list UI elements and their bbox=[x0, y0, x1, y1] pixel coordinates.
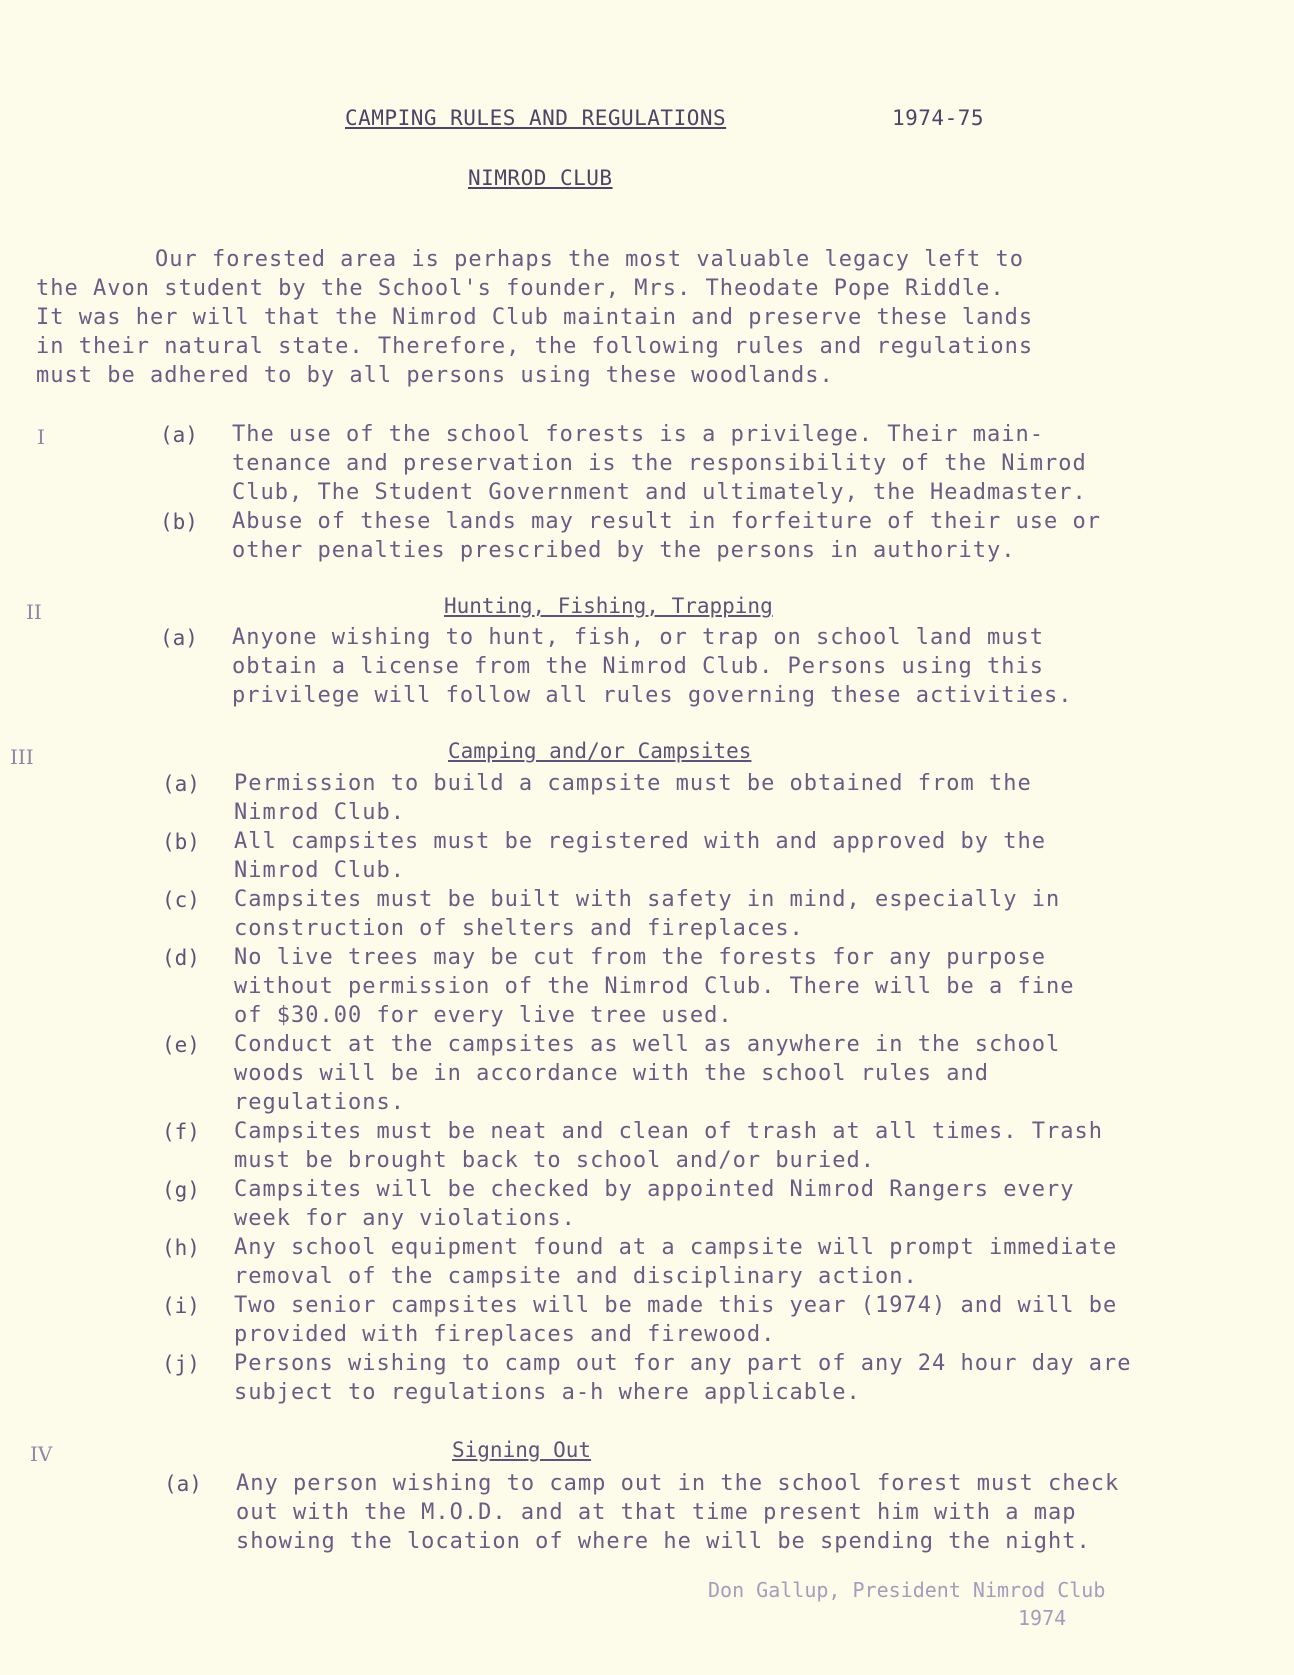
rule-line: Club, The Student Government and ultimately, the Headmaster. bbox=[232, 480, 1087, 505]
intro-line: Our forested area is perhaps the most valuable legacy left to bbox=[155, 247, 1024, 272]
rule-line: out with the M.O.D. and at that time present him with a map bbox=[236, 1500, 1077, 1525]
rule-line: All campsites must be registered with and approved by the bbox=[234, 829, 1046, 854]
item-label: (f) bbox=[162, 1120, 200, 1144]
rule-line: construction of shelters and fireplaces. bbox=[234, 916, 804, 941]
document-title: CAMPING RULES AND REGULATIONS bbox=[345, 106, 727, 130]
rule-line: Persons wishing to camp out for any part of any 24 hour day are bbox=[234, 1351, 1132, 1376]
item-label: (c) bbox=[162, 888, 200, 912]
intro-line: the Avon student by the School's founder, Mrs. Theodate Pope Riddle. bbox=[36, 276, 1005, 301]
document-subtitle: NIMROD CLUB bbox=[468, 166, 613, 190]
intro-line: in their natural state. Therefore, the following rules and regulations bbox=[36, 334, 1034, 359]
section-number: III bbox=[10, 745, 34, 769]
section-number: II bbox=[26, 600, 42, 624]
rule-line: obtain a license from the Nimrod Club. Persons using this bbox=[232, 654, 1044, 679]
rule-line: must be brought back to school and/or buried. bbox=[234, 1148, 876, 1173]
rule-line: Permission to build a campsite must be obtained from the bbox=[234, 771, 1032, 796]
rule-line: other penalties prescribed by the persons in authority. bbox=[232, 538, 1016, 563]
item-label: (a) bbox=[160, 423, 198, 447]
item-label: (b) bbox=[160, 510, 198, 534]
intro-line: It was her will that the Nimrod Club maintain and preserve these lands bbox=[36, 305, 1034, 330]
rule-line: of $30.00 for every live tree used. bbox=[234, 1003, 733, 1028]
rule-line: Any school equipment found at a campsite will prompt immediate bbox=[234, 1235, 1118, 1260]
rule-line: subject to regulations a-h where applicable. bbox=[234, 1380, 861, 1405]
rule-line: Campsites must be built with safety in mind, especially in bbox=[234, 887, 1061, 912]
item-label: (a) bbox=[164, 1472, 202, 1496]
rule-line: regulations. bbox=[234, 1090, 405, 1115]
rule-line: No live trees may be cut from the forests for any purpose bbox=[234, 945, 1046, 970]
section-number: IV bbox=[30, 1442, 53, 1466]
rule-line: Any person wishing to camp out in the school forest must check bbox=[236, 1471, 1120, 1496]
item-label: (a) bbox=[162, 772, 200, 796]
item-label: (b) bbox=[162, 830, 200, 854]
rule-line: provided with fireplaces and firewood. bbox=[234, 1322, 776, 1347]
item-label: (a) bbox=[160, 626, 198, 650]
rule-line: tenance and preservation is the responsibility of the Nimrod bbox=[232, 451, 1087, 476]
item-label: (g) bbox=[162, 1178, 200, 1202]
item-label: (h) bbox=[162, 1236, 200, 1260]
rule-line: Conduct at the campsites as well as anywhere in the school bbox=[234, 1032, 1061, 1057]
rule-line: removal of the campsite and disciplinary action. bbox=[234, 1264, 918, 1289]
item-label: (j) bbox=[162, 1352, 200, 1376]
rule-line: showing the location of where he will be spending the night. bbox=[236, 1529, 1091, 1554]
rule-line: Anyone wishing to hunt, fish, or trap on school land must bbox=[232, 625, 1044, 650]
item-label: (d) bbox=[162, 946, 200, 970]
rule-line: Nimrod Club. bbox=[234, 858, 405, 883]
section-heading: Hunting, Fishing, Trapping bbox=[444, 594, 773, 618]
document-year: 1974-75 bbox=[892, 106, 985, 130]
rule-line: without permission of the Nimrod Club. There will be a fine bbox=[234, 974, 1075, 999]
item-label: (e) bbox=[162, 1033, 200, 1057]
section-number: I bbox=[37, 425, 45, 449]
rule-line: week for any violations. bbox=[234, 1206, 576, 1231]
rule-line: Campsites will be checked by appointed Nimrod Rangers every bbox=[234, 1177, 1075, 1202]
item-label: (i) bbox=[162, 1294, 200, 1318]
rule-line: The use of the school forests is a privilege. Their main- bbox=[232, 422, 1044, 447]
section-heading: Signing Out bbox=[452, 1438, 592, 1462]
intro-line: must be adhered to by all persons using these woodlands. bbox=[36, 363, 834, 388]
rule-line: Campsites must be neat and clean of trash at all times. Trash bbox=[234, 1119, 1103, 1144]
rule-line: Nimrod Club. bbox=[234, 800, 405, 825]
rule-line: Abuse of these lands may result in forfeiture of their use or bbox=[232, 509, 1101, 534]
rule-line: Two senior campsites will be made this year (1974) and will be bbox=[234, 1293, 1118, 1318]
rule-line: woods will be in accordance with the school rules and bbox=[234, 1061, 989, 1086]
signature-year: 1974 bbox=[1018, 1606, 1067, 1630]
rule-line: privilege will follow all rules governing these activities. bbox=[232, 683, 1073, 708]
signature-name: Don Gallup, President Nimrod Club bbox=[708, 1578, 1106, 1602]
section-heading: Camping and/or Campsites bbox=[448, 739, 752, 763]
